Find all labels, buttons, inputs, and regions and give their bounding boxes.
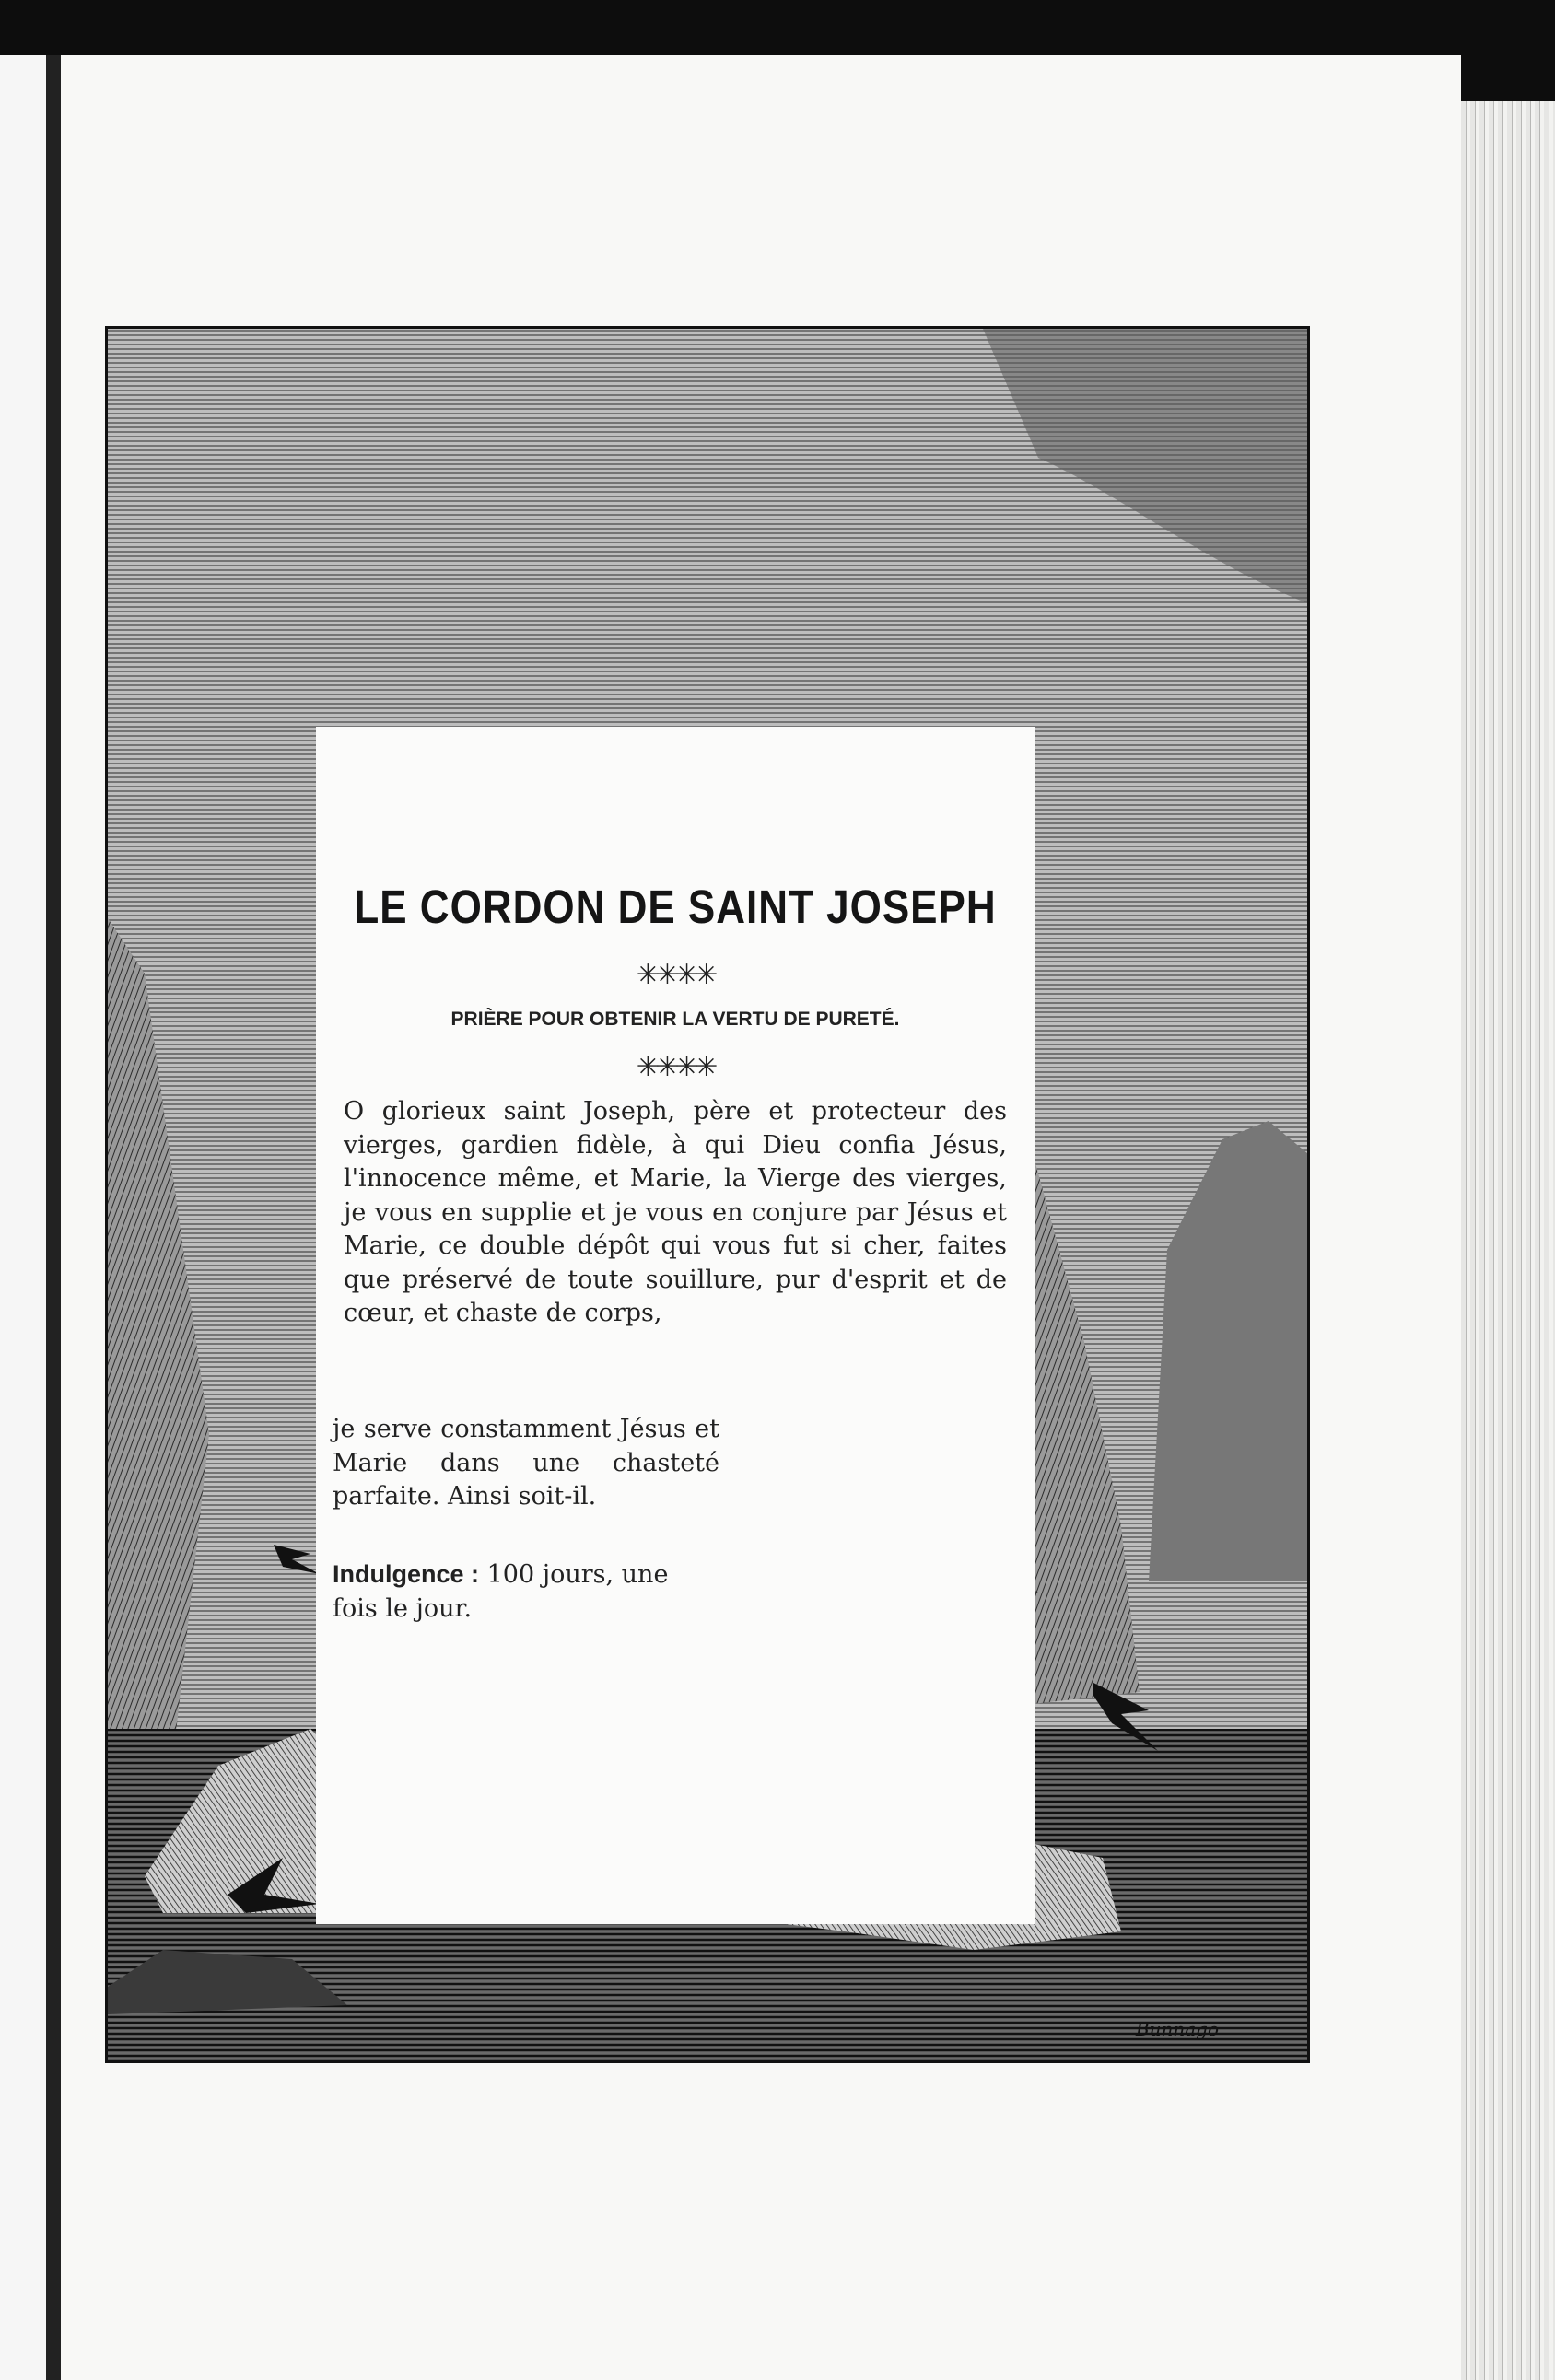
- page-stack-edge: [1461, 101, 1555, 2380]
- facing-page-edge: [0, 55, 46, 2380]
- book-page: [61, 55, 1461, 2380]
- engraving-illustration: [105, 326, 1310, 2063]
- page-title: LE CORDON DE SAINT JOSEPH: [354, 881, 997, 934]
- ornament-top: ✳✳✳✳: [636, 959, 715, 991]
- prayer-text-end: je serve constamment Jésus et Marie dans une chasteté parfaite. Ainsi soit-il.: [333, 1415, 719, 1511]
- indulgence-text: 100 jours, une fois le jour.: [333, 1560, 669, 1623]
- text-panel: [316, 727, 1035, 1924]
- book-spine: [46, 55, 61, 2380]
- indulgence-note: [333, 1558, 719, 1626]
- ornament-bottom: ✳✳✳✳: [636, 1051, 715, 1083]
- indulgence-label: Indulgence :: [333, 1560, 480, 1588]
- prayer-subtitle: PRIÈRE POUR OBTENIR LA VERTU DE PURETÉ.: [450, 1009, 900, 1030]
- prayer-text: O glorieux saint Joseph, père et protecteur des vierges, gardien fidèle, à qui Dieu confia Jésus, l'innocence même, et Marie, la Vierge des vierges, je vous en supplie et je vous en conjure par Jésus et Marie, ce double dépôt qui vous fut si cher, faites que préservé de toute souillure, pur d'esprit et de cœur, et chaste de corps,: [344, 1097, 1007, 1327]
- engraver-signature: Bunnago: [1135, 2018, 1219, 2040]
